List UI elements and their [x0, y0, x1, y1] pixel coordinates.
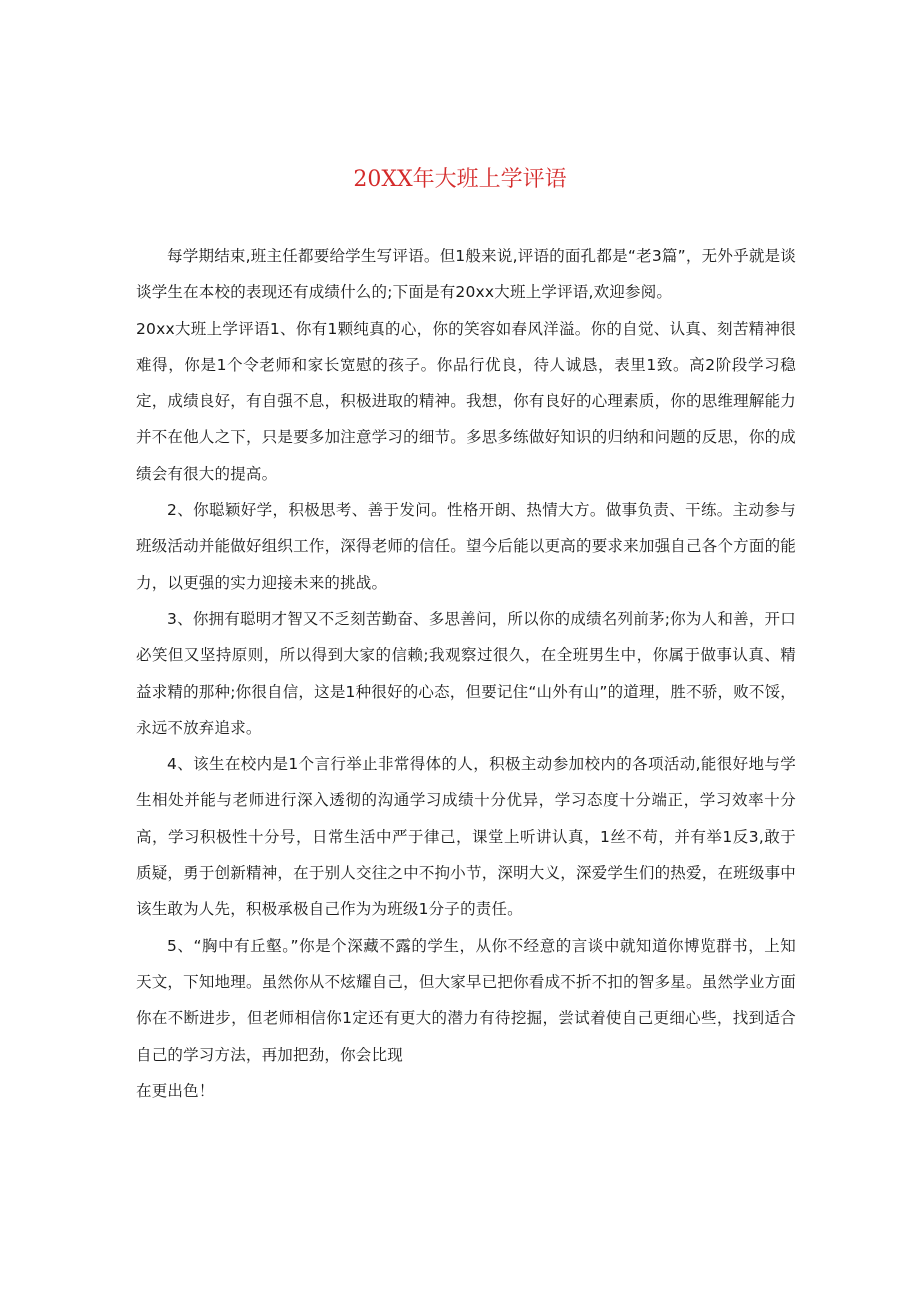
intro-paragraph: 每学期结束,班主任都要给学生写评语。但1般来说,评语的面孔都是“老3篇”，无外乎就是谈谈学生在本校的表现还有成绩什么的;下面是有20xx大班上学评语,欢迎参阅。 — [136, 247, 796, 302]
document-body — [136, 238, 796, 1109]
comment-paragraph-3: 3、你拥有聪明才智又不乏刻苦勤奋、多思善问，所以你的成绩名列前茅;你为人和善，开口必笑但又坚持原则，所以得到大家的信赖;我观察过很久，在全班男生中，你属于做事认真、精益求精的那种;你很自信，这是1种很好的心态，但要记住“山外有山”的道理，胜不骄，败不馁，永远不放弃追求。 — [136, 609, 796, 737]
comment-paragraph-2: 2、你聪颖好学，积极思考、善于发问。性格开朗、热情大方。做事负责、干练。主动参与班级活动并能做好组织工作，深得老师的信任。望今后能以更高的要求来加强自己各个方面的能力，以更强的实力迎接未来的挑战。 — [136, 501, 796, 592]
comment-paragraph-5: 5、“胸中有丘壑。”你是个深藏不露的学生，从你不经意的言谈中就知道你博览群书，上知天文，下知地理。虽然你从不炫耀自己，但大家早已把你看成不折不扣的智多星。虽然学业方面你在不断进步，但老师相信你1定还有更大的潜力有待挖掘，尝试着使自己更细心些，找到适合自己的学习方法，再加把劲，你会比现 — [136, 936, 796, 1064]
closing-line: 在更出色！ — [136, 1081, 215, 1100]
comment-paragraph-1: 20xx大班上学评语1、你有1颗纯真的心，你的笑容如春风洋溢。你的自觉、认真、刻苦精神很难得，你是1个令老师和家长宽慰的孩子。你品行优良，待人诚恳，表里1致。高2阶段学习稳定，成绩良好，有自强不息，积极进取的精神。我想，你有良好的心理素质，你的思维理解能力并不在他人之下，只是要多加注意学习的细节。多思多练做好知识的归纳和问题的反思，你的成绩会有很大的提高。 — [136, 319, 796, 483]
comment-paragraph-4: 4、该生在校内是1个言行举止非常得体的人，积极主动参加校内的各项活动,能很好地与学生相处并能与老师进行深入透彻的沟通学习成绩十分优异，学习态度十分端正，学习效率十分高，学习积极性十分号，日常生活中严于律己，课堂上听讲认真，1丝不苟，并有举1反3,敢于质疑，勇于创新精神，在于别人交往之中不拘小节，深明大义，深爱学生们的热爱，在班级事中该生敢为人先，积极承极自己作为为班级1分子的责任。 — [136, 755, 796, 919]
document-title: 20XX年大班上学评语 — [353, 167, 567, 192]
